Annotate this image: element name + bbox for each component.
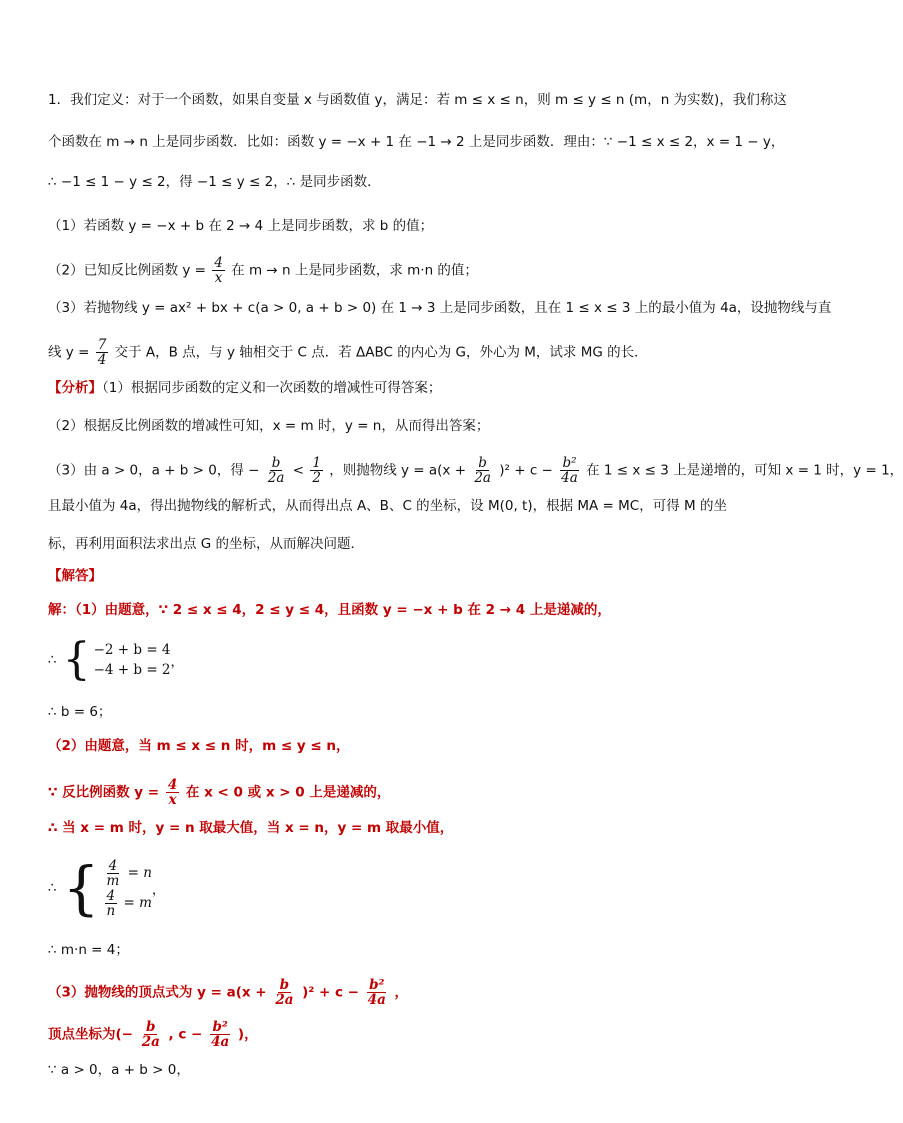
system-row-1 [103, 858, 152, 888]
equation-system-2 [48, 854, 166, 922]
answer-step-5 [48, 978, 408, 1007]
fraction-b2-over-4a [366, 978, 388, 1007]
denominator: x [168, 792, 177, 808]
fraction-1-over-2 [310, 456, 323, 485]
answer-step-6 [48, 1020, 258, 1049]
numerator: b [478, 455, 487, 471]
numerator: 1 [312, 455, 321, 471]
equation-system-1 [48, 634, 185, 685]
answer-6-prefix: 顶点坐标为(− [48, 1026, 133, 1043]
left-brace: { [62, 634, 91, 685]
denominator: 2 [312, 470, 321, 486]
denominator: 2a [267, 470, 285, 486]
answer-b-value: ∴ b = 6； [48, 704, 112, 720]
answer-3-suffix: 在 x < 0 或 x > 0 上是递减的， [185, 784, 391, 801]
analysis-3-prefix: （3）由 a > 0，a + b > 0，得 − [48, 462, 260, 479]
numerator: 4 [108, 858, 118, 874]
fraction-b-over-2a [266, 456, 287, 485]
analysis-text-1: （1）根据同步函数的定义和一次函数的增减性可得答案； [102, 380, 442, 396]
system-row-2 [103, 888, 152, 918]
denominator: 4a [211, 1034, 230, 1050]
numerator: b [271, 455, 281, 471]
question-3-line-1: （3）若抛物线 y = ax² + bx + c(a > 0, a + b > 0) 在 1 → 3 上是同步函数，且在 1 ≤ x ≤ 3 上的最小值为 4a，设抛物线与直 [48, 300, 832, 316]
answer-step-3 [48, 778, 390, 807]
question-3-line-2 [48, 338, 648, 367]
answer-3-prefix: ∵ 反比例函数 y = [48, 784, 160, 801]
fraction-4-over-x [212, 256, 225, 285]
analysis-line-1 [48, 378, 441, 398]
answer-label: 【解答】 [48, 568, 102, 584]
answer-step-1: 解：（1）由题意，∵ 2 ≤ x ≤ 4，2 ≤ y ≤ 4，且函数 y = −x + b 在 2 → 4 上是递减的， [48, 602, 611, 618]
analysis-3-mid2: )² + c − [499, 462, 553, 479]
numerator: 7 [97, 337, 107, 353]
fraction-b-over-2a [472, 456, 493, 485]
denominator: 4a [561, 470, 578, 486]
denominator: 2a [474, 470, 491, 486]
numerator: 4 [167, 777, 178, 793]
answer-step-7: ∵ a > 0，a + b > 0， [48, 1062, 190, 1078]
denominator: 2a [141, 1034, 160, 1050]
system-row-1: −2 + b = 4 [93, 642, 171, 658]
fraction-4-over-x [166, 778, 179, 807]
question-2-suffix: 在 m → n 上是同步函数，求 m·n 的值； [231, 262, 478, 279]
question-2-prefix: （2）已知反比例函数 y = [48, 262, 206, 279]
analysis-line-2: （2）根据反比例函数的增减性可知，x = m 时，y = n，从而得出答案； [48, 418, 490, 434]
fraction-b2-over-4a [209, 1020, 231, 1049]
denominator: 4 [97, 352, 107, 368]
denominator: m [106, 873, 120, 889]
therefore-symbol: ∴ [48, 880, 57, 896]
denominator: 4a [367, 992, 386, 1008]
problem-line-1: 1．我们定义：对于一个函数，如果自变量 x 与函数值 y，满足：若 m ≤ x ≤ n，则 m ≤ y ≤ n (m，n 为实数)，我们称这 [48, 92, 787, 108]
system-rows [94, 640, 171, 680]
fraction-4-over-n [105, 889, 118, 918]
denominator: x [214, 270, 223, 286]
question-3-suffix: 交于 A，B 点，与 y 轴相交于 C 点．若 ΔABC 的内心为 G，外心为 M，试求 MG 的长． [114, 344, 648, 361]
analysis-line-5: 标，再利用面积法求出点 G 的坐标，从而解决问题． [48, 536, 365, 552]
answer-5-mid: )² + c − [302, 984, 359, 1001]
fraction-b-over-2a [273, 978, 295, 1007]
fraction-4-over-m [105, 859, 122, 888]
answer-5-prefix: （3）抛物线的顶点式为 y = a(x + [48, 984, 267, 1001]
answer-step-4: ∴ 当 x = m 时，y = n 取最大值，当 x = n，y = m 取最小值， [48, 820, 454, 836]
answer-mn-value: ∴ m·n = 4； [48, 942, 129, 958]
trailing-comma: ， [151, 882, 166, 898]
system-rows [103, 858, 152, 918]
left-brace: { [62, 854, 100, 922]
numerator: b² [562, 455, 577, 471]
fraction-7-over-4 [96, 338, 109, 367]
analysis-3-mid: ，则抛物线 y = a(x + [329, 462, 467, 479]
denominator: n [106, 903, 116, 919]
less-than: < [292, 462, 305, 479]
answer-step-2: （2）由题意，当 m ≤ x ≤ n 时，m ≤ y ≤ n， [48, 738, 350, 754]
numerator: 4 [106, 888, 116, 904]
numerator: b [279, 977, 290, 993]
question-2 [48, 256, 478, 285]
problem-line-3: ∴ −1 ≤ 1 − y ≤ 2，得 −1 ≤ y ≤ 2，∴ 是同步函数． [48, 174, 381, 190]
row-rhs: = m [123, 895, 152, 911]
analysis-label: 【分析】 [48, 380, 102, 396]
answer-6-mid: , c − [168, 1026, 203, 1043]
numerator: 4 [214, 255, 223, 271]
analysis-line-3 [48, 456, 903, 485]
fraction-b2-over-4a [559, 456, 580, 485]
answer-6-suffix: )， [237, 1026, 258, 1043]
system-row-2: −4 + b = 2 [93, 662, 171, 678]
answer-5-suffix: ， [394, 984, 409, 1001]
question-1: （1）若函数 y = −x + b 在 2 → 4 上是同步函数，求 b 的值； [48, 218, 434, 234]
numerator: b [146, 1019, 156, 1035]
question-3-prefix: 线 y = [48, 344, 90, 361]
analysis-line-4: 且最小值为 4a，得出抛物线的解析式，从而得出点 A、B、C 的坐标，设 M(0, t)，根据 MA = MC，可得 M 的坐 [48, 498, 727, 514]
problem-line-2: 个函数在 m → n 上是同步函数．比如：函数 y = −x + 1 在 −1 → 2 上是同步函数．理由：∵ −1 ≤ x ≤ 2，x = 1 − y， [48, 134, 785, 150]
denominator: 2a [275, 992, 294, 1008]
numerator: b² [212, 1019, 228, 1035]
numerator: b² [369, 977, 385, 993]
analysis-3-suffix: 在 1 ≤ x ≤ 3 上是递增的，可知 x = 1 时，y = 1， [586, 462, 903, 479]
row-rhs: = n [127, 865, 152, 881]
therefore-symbol: ∴ [48, 652, 57, 668]
trailing-comma: ， [170, 654, 185, 670]
fraction-b-over-2a [140, 1020, 162, 1049]
